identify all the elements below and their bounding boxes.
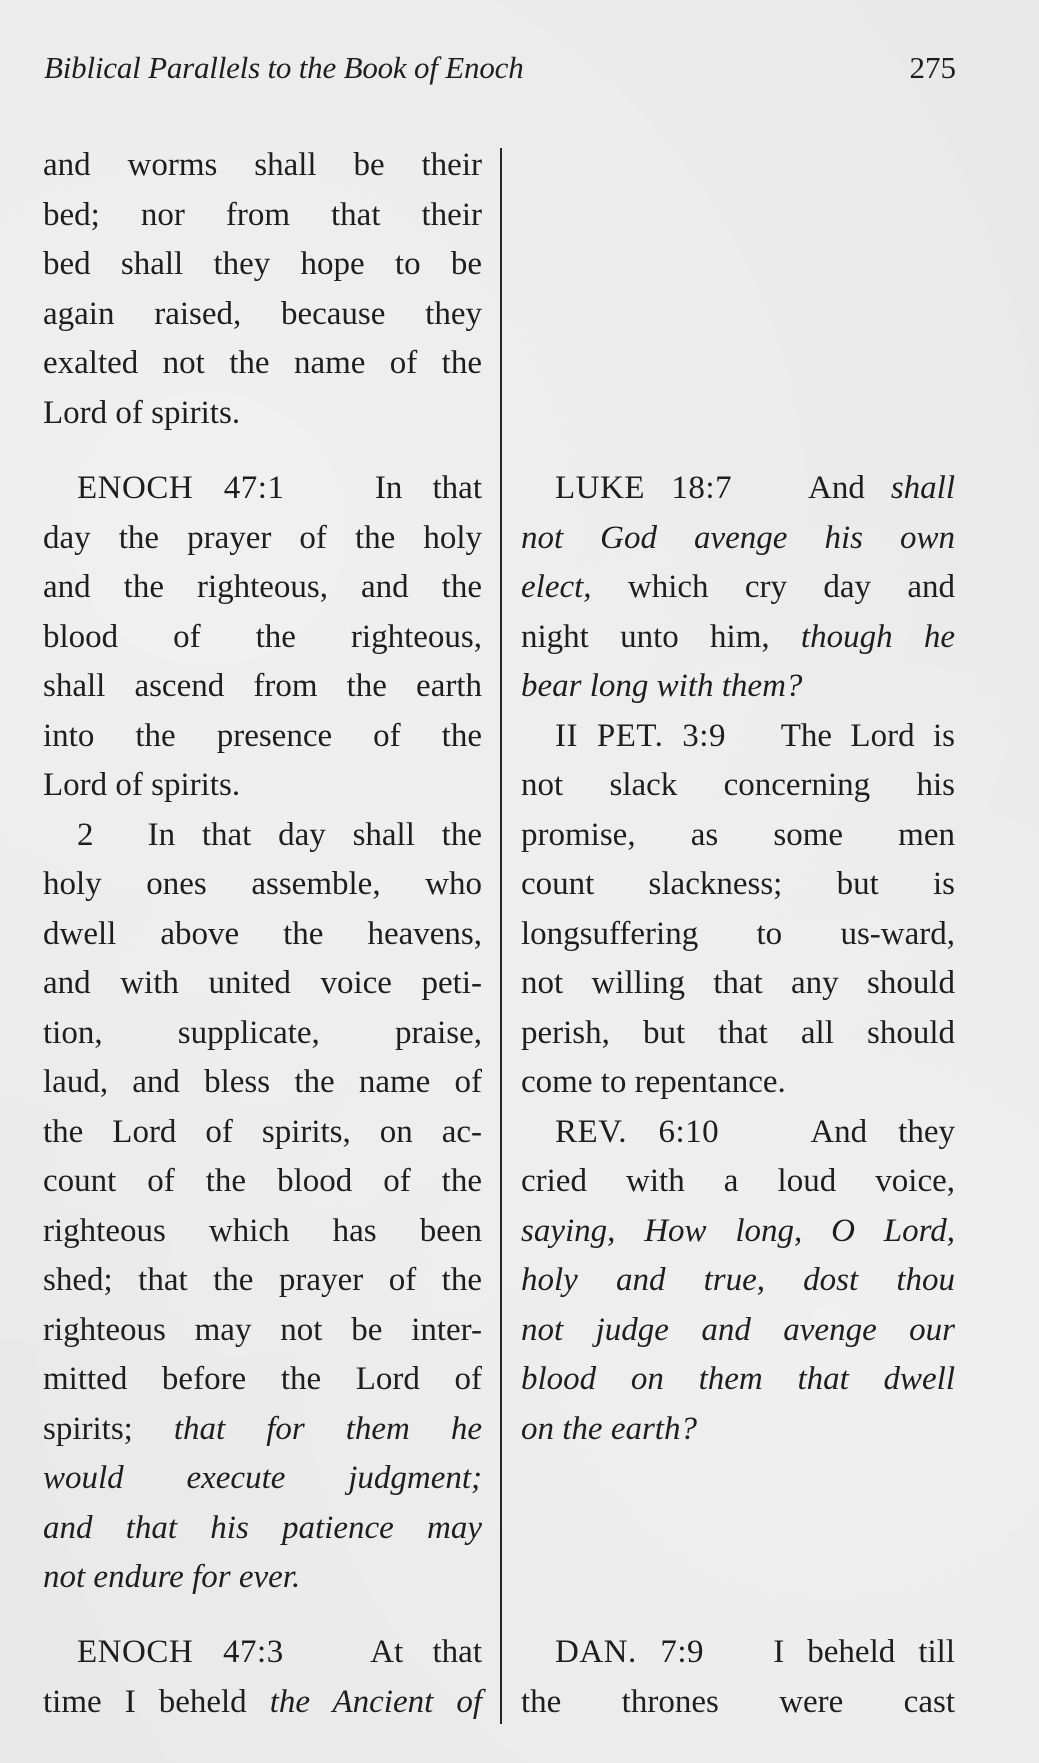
text-line: and the righteous, and the — [43, 569, 482, 605]
italic-segment: on the earth? — [521, 1411, 697, 1447]
text-line: and with united voice peti- — [43, 965, 482, 1001]
text-line: count slackness; but is — [521, 866, 955, 902]
text-line: not willing that any should — [521, 965, 955, 1001]
text-line: holy ones assemble, who — [43, 866, 482, 902]
italic-line — [521, 513, 955, 563]
text-line: mitted before the Lord of — [43, 1361, 482, 1397]
text-line: exalted not the name of the — [43, 345, 482, 381]
italic-segment: not God avenge his own — [521, 520, 955, 556]
text-segment: spirits; — [43, 1411, 133, 1447]
text-line: not slack concerning his — [521, 767, 955, 803]
passage-heading-dan-7-9 — [521, 1627, 955, 1677]
text-line: Lord of spirits. — [43, 395, 241, 431]
passage-heading-ii-pet-3-9 — [521, 711, 955, 761]
text-line: perish, but that all should — [521, 1015, 955, 1051]
text-line-mixed — [521, 612, 955, 662]
text-line-mixed — [43, 1404, 482, 1454]
italic-segment: not endure for ever. — [43, 1559, 301, 1595]
italic-line — [521, 1305, 955, 1355]
italic-line — [43, 1453, 482, 1503]
text-line: righteous which has been — [43, 1213, 482, 1249]
text-line: cried with a loud voice, — [521, 1163, 955, 1199]
text-line: Lord of spirits. — [43, 767, 241, 803]
text-line: into the presence of the — [43, 718, 482, 754]
verse-reference: REV. 6:10 — [555, 1114, 720, 1150]
text-line-mixed — [521, 562, 955, 612]
text-line: shed; that the prayer of the — [43, 1262, 482, 1298]
verse-reference: ENOCH 47:1 — [77, 470, 285, 506]
italic-line — [521, 1206, 955, 1256]
italic-segment: shall — [890, 470, 956, 506]
italic-segment: would execute judgment; — [43, 1460, 482, 1496]
verse-reference: LUKE 18:7 — [555, 470, 733, 506]
italic-line — [43, 1503, 482, 1553]
verse-number: 2 — [77, 817, 94, 853]
text-line: bed; nor from that their — [43, 197, 482, 233]
italic-segment: blood on them that dwell — [521, 1361, 955, 1397]
italic-segment: bear long with them? — [521, 668, 803, 704]
verse-reference: II PET. 3:9 — [555, 718, 726, 754]
passage-heading-enoch-47-3 — [43, 1627, 482, 1677]
text-line: laud, and bless the name of — [43, 1064, 482, 1100]
text-line: bed shall they hope to be — [43, 246, 482, 282]
text-line: promise, as some men — [521, 817, 955, 853]
italic-line — [521, 661, 955, 711]
italic-segment: not judge and avenge our — [521, 1312, 955, 1348]
text-segment: In that day shall the — [147, 817, 482, 853]
passage-heading-luke-18-7 — [521, 463, 955, 513]
text-line: count of the blood of the — [43, 1163, 482, 1199]
text-segment: I beheld till — [773, 1634, 955, 1670]
text-segment: And — [808, 470, 865, 506]
text-line: the Lord of spirits, on ac- — [43, 1114, 482, 1150]
verse-2-heading — [43, 810, 482, 860]
text-segment: And they — [810, 1114, 955, 1150]
text-line-mixed — [43, 1677, 482, 1727]
italic-line — [521, 1404, 955, 1454]
italic-segment: and that his patience may — [43, 1510, 482, 1546]
text-segment: time I beheld — [43, 1684, 247, 1720]
text-line: again raised, because they — [43, 296, 482, 332]
text-line: longsuffering to us-ward, — [521, 916, 955, 952]
text-segment: night unto him, — [521, 619, 770, 655]
text-line: blood of the righteous, — [43, 619, 482, 655]
italic-line — [521, 1255, 955, 1305]
text-segment: The Lord is — [780, 718, 956, 754]
text-line: day the prayer of the holy — [43, 520, 482, 556]
page-number: 275 — [909, 50, 956, 85]
text-line: the thrones were cast — [521, 1684, 955, 1720]
text-line: and worms shall be their — [43, 147, 482, 183]
text-line: shall ascend from the earth — [43, 668, 482, 704]
verse-reference: DAN. 7:9 — [555, 1634, 704, 1670]
text-line: come to repentance. — [521, 1064, 786, 1100]
running-head-title: Biblical Parallels to the Book of Enoch — [44, 50, 524, 85]
column-divider — [500, 148, 502, 1724]
text-segment: At that — [370, 1634, 482, 1670]
italic-line — [521, 1354, 955, 1404]
italic-segment: though he — [800, 619, 956, 655]
verse-reference: ENOCH 47:3 — [77, 1634, 284, 1670]
text-segment: which cry day and — [627, 569, 956, 605]
passage-heading-enoch-47-1 — [43, 463, 482, 513]
italic-segment: elect, — [521, 569, 592, 605]
italic-segment: the Ancient of — [269, 1684, 482, 1720]
italic-line — [43, 1552, 482, 1602]
running-head — [44, 50, 956, 94]
italic-segment: holy and true, dost thou — [521, 1262, 955, 1298]
text-line: tion, supplicate, praise, — [43, 1015, 482, 1051]
text-line: dwell above the heavens, — [43, 916, 482, 952]
italic-segment: that for them he — [173, 1411, 482, 1447]
italic-segment: saying, How long, O Lord, — [521, 1213, 955, 1249]
text-line: righteous may not be inter- — [43, 1312, 482, 1348]
text-segment: In that — [374, 470, 482, 506]
passage-heading-rev-6-10 — [521, 1107, 955, 1157]
